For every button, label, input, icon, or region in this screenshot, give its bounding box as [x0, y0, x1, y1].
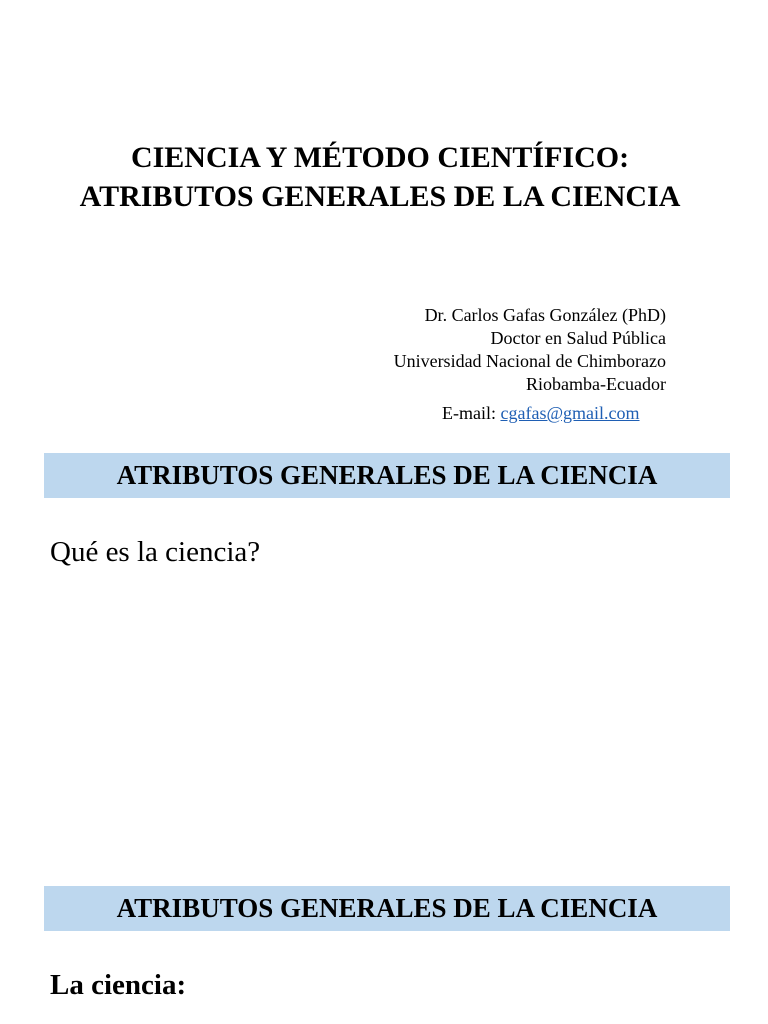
title-line-1: CIENCIA Y MÉTODO CIENTÍFICO:: [130, 141, 630, 174]
main-title: [0, 138, 760, 216]
email-line: [442, 402, 640, 425]
email-link[interactable]: cgafas@gmail.com: [500, 403, 640, 423]
author-name: Dr. Carlos Gafas González (PhD): [424, 305, 666, 325]
author-university: Universidad Nacional de Chimborazo: [393, 351, 666, 371]
question-text: Qué es la ciencia?: [50, 536, 261, 568]
author-degree: Doctor en Salud Pública: [490, 328, 666, 348]
section-header-2: ATRIBUTOS GENERALES DE LA CIENCIA: [44, 886, 730, 931]
section-header-1: ATRIBUTOS GENERALES DE LA CIENCIA: [44, 453, 730, 498]
email-label: E-mail:: [442, 403, 501, 423]
title-line-2: ATRIBUTOS GENERALES DE LA CIENCIA: [79, 180, 681, 213]
author-location: Riobamba-Ecuador: [526, 374, 666, 394]
subheading-la-ciencia: La ciencia:: [50, 969, 187, 1001]
author-block: [394, 304, 666, 396]
